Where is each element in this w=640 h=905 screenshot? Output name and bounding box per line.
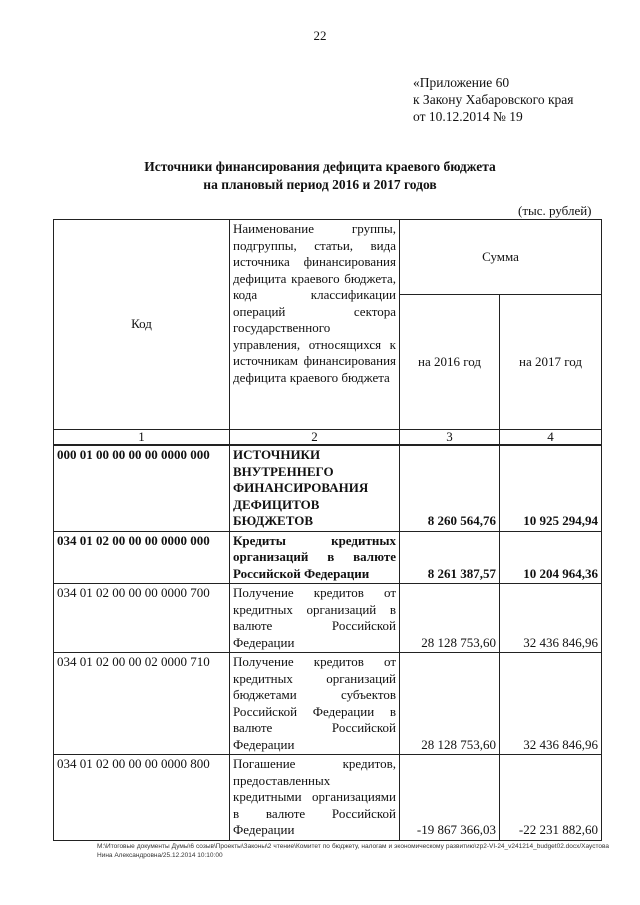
column-number-row: [54, 430, 602, 446]
table-row: [54, 584, 602, 653]
header-sum: Сумма: [400, 220, 602, 295]
row-amount-2017: 10 925 294,94: [500, 445, 602, 531]
column-number: 3: [400, 430, 500, 446]
file-path-footer: M:\Итоговые документы Думы\6 созыв\Проекты\Законы\2 чтение\Комитет по бюджету, налогам и экономическому развитию\zp2-VI-24_v241214_budget02.docx/Хаустова Нина Александровна/25.12.2014 10:10:00: [97, 843, 609, 859]
header-year-2016: на 2016 год: [400, 295, 500, 430]
row-code: 034 01 02 00 00 02 0000 710: [54, 653, 230, 755]
row-code: 000 01 00 00 00 00 0000 000: [54, 445, 230, 531]
row-name: Погашение кредитов, предоставленных кредитными организациями в валюте Российской Федерации: [230, 755, 400, 841]
column-number: 2: [230, 430, 400, 446]
row-name: Получение кредитов от кредитных организаций в валюте Российской Федерации: [230, 584, 400, 653]
appendix-line-1: «Приложение 60: [413, 75, 510, 90]
table-row: [54, 653, 602, 755]
table-row: [54, 755, 602, 841]
row-code: 034 01 02 00 00 00 0000 000: [54, 531, 230, 584]
row-amount-2017: -22 231 882,60: [500, 755, 602, 841]
row-name: ИСТОЧНИКИ ВНУТРЕННЕГО ФИНАНСИРОВАНИЯ ДЕФИЦИТОВ БЮДЖЕТОВ: [230, 445, 400, 531]
page-number: 22: [313, 28, 327, 43]
appendix-reference: [413, 74, 574, 125]
row-amount-2017: 32 436 846,96: [500, 653, 602, 755]
document-title: [0, 158, 640, 194]
appendix-line-2: к Закону Хабаровского края: [413, 92, 574, 107]
row-amount-2016: -19 867 366,03: [400, 755, 500, 841]
financing-sources-table: [53, 219, 602, 841]
title-line-2: на плановый период 2016 и 2017 годов: [203, 177, 437, 192]
row-code: 034 01 02 00 00 00 0000 700: [54, 584, 230, 653]
column-number: 4: [500, 430, 602, 446]
header-year-2017: на 2017 год: [500, 295, 602, 430]
units-label: (тыс. рублей): [518, 203, 592, 218]
row-name: Получение кредитов от кредитных организаций бюджетами субъектов Российской Федерации в валюте Российской Федерации: [230, 653, 400, 755]
appendix-line-3: от 10.12.2014 № 19: [413, 109, 523, 124]
row-amount-2017: 10 204 964,36: [500, 531, 602, 584]
table-header-row: [54, 220, 602, 295]
row-amount-2016: 28 128 753,60: [400, 584, 500, 653]
row-amount-2016: 8 261 387,57: [400, 531, 500, 584]
table-row: [54, 531, 602, 584]
title-line-1: Источники финансирования дефицита краевого бюджета: [144, 159, 496, 174]
header-code: Код: [54, 220, 230, 430]
row-name: Кредиты кредитных организаций в валюте Российской Федерации: [230, 531, 400, 584]
column-number: 1: [54, 430, 230, 446]
header-name: Наименование группы, подгруппы, статьи, вида источника финансирования дефицита краевого бюджета, кода классификации операций сектора государственного управления, относящихся к источникам финансирования дефицита краевого бюджета: [230, 220, 400, 430]
table-row: [54, 445, 602, 531]
row-code: 034 01 02 00 00 00 0000 800: [54, 755, 230, 841]
row-amount-2016: 28 128 753,60: [400, 653, 500, 755]
row-amount-2017: 32 436 846,96: [500, 584, 602, 653]
row-amount-2016: 8 260 564,76: [400, 445, 500, 531]
